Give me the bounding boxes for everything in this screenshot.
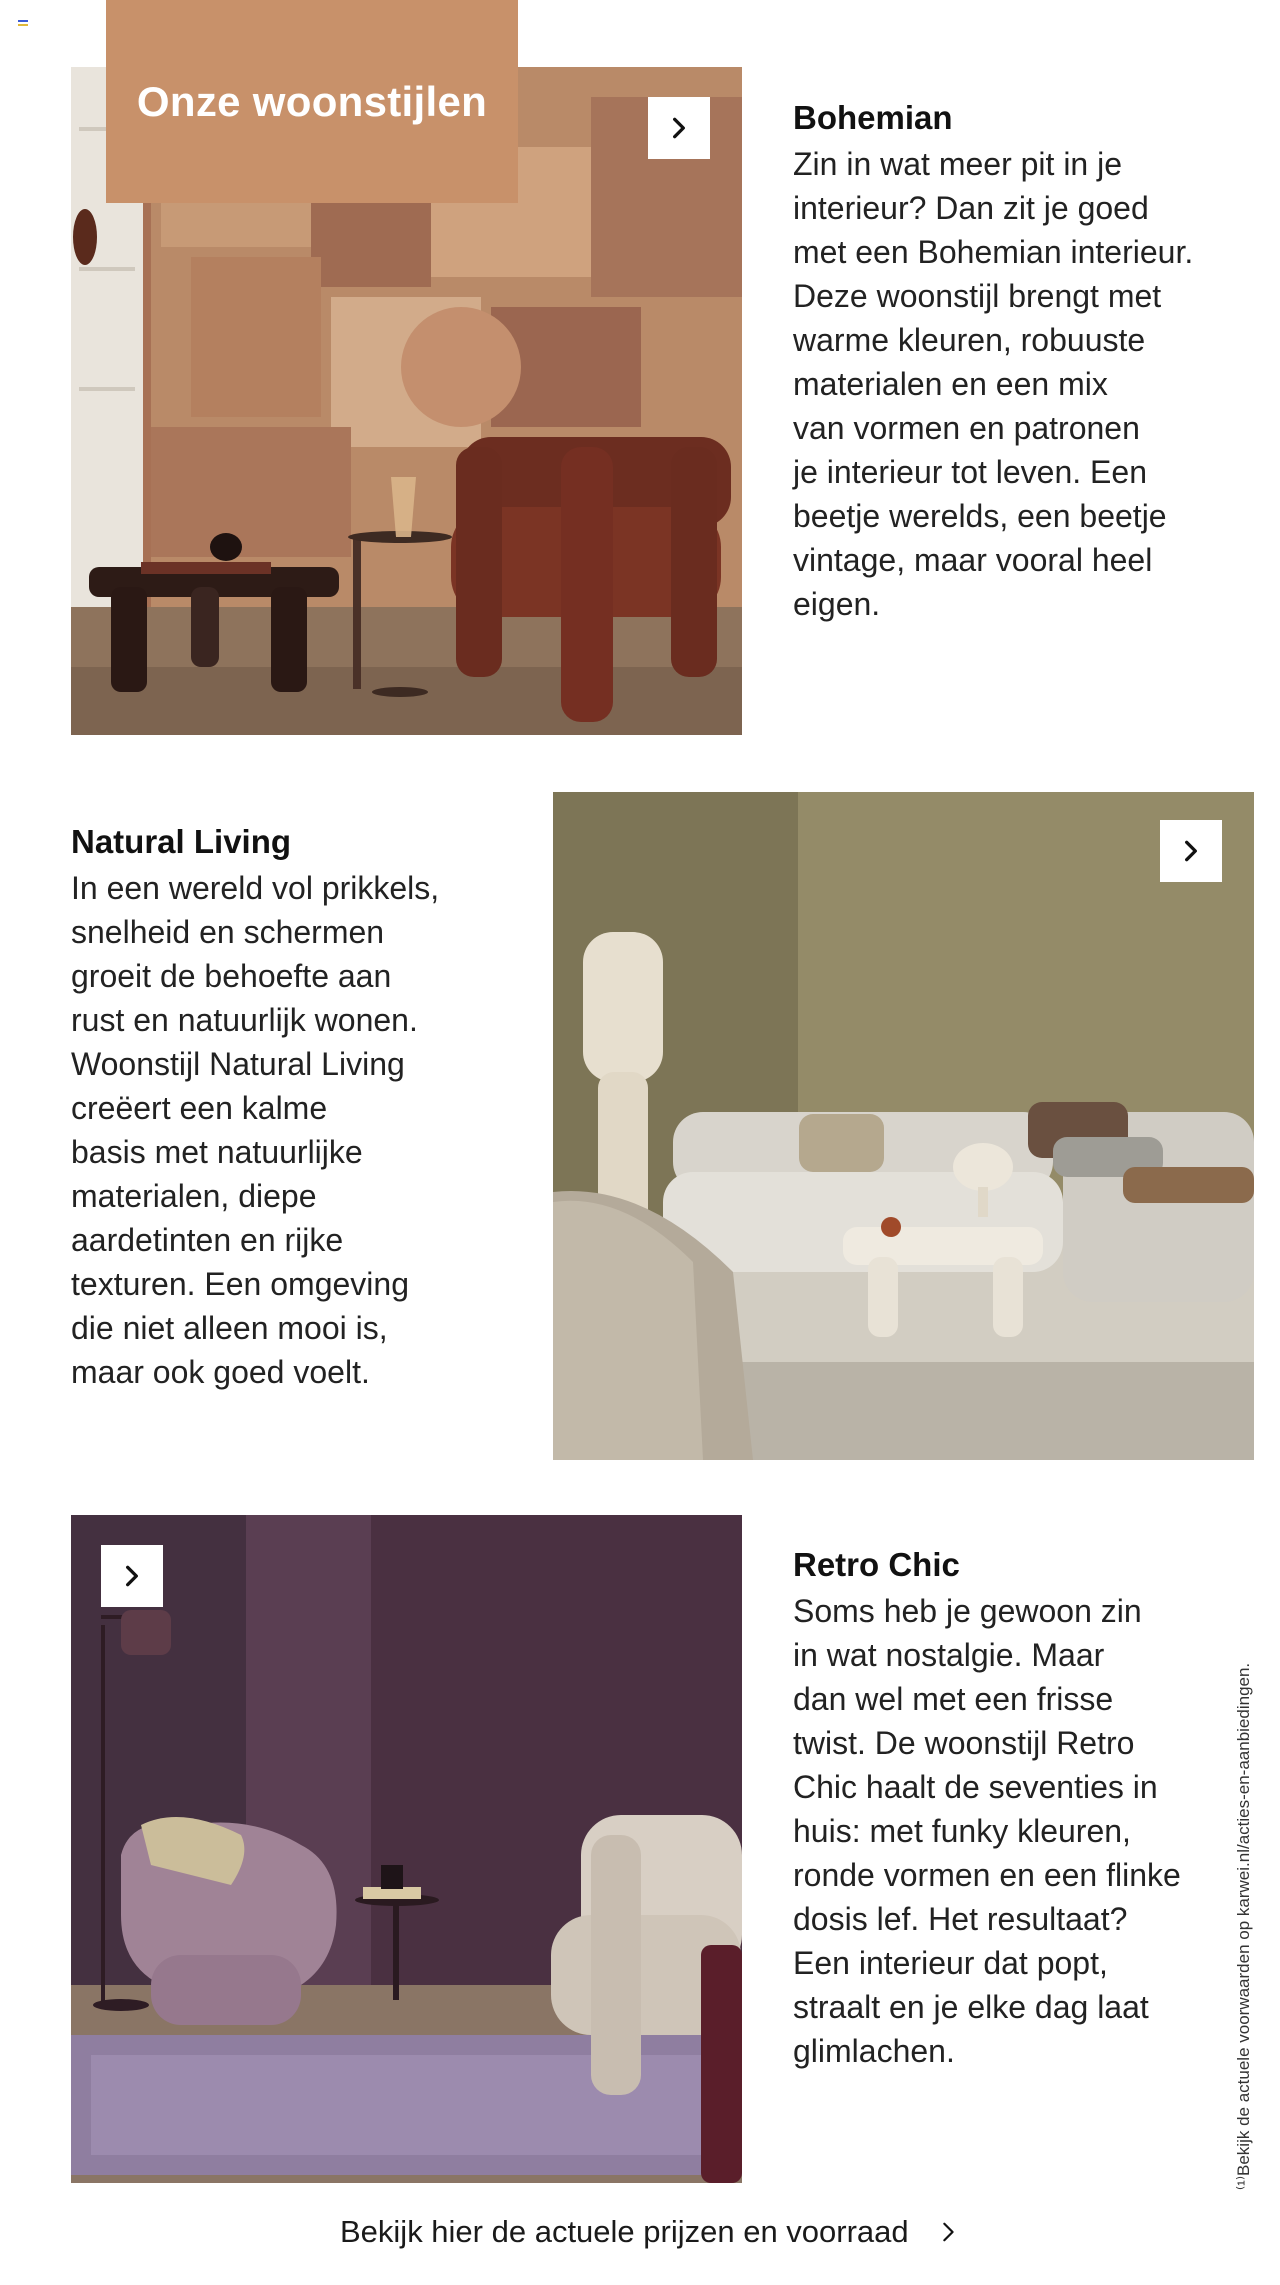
bohemian-description: Zin in wat meer pit in je interieur? Dan zit je goed met een Bohemian interieur. Deze woonstijl brengt met warme kleuren, robuuste materialen en een mix van vormen en patronen je interieur tot leven. Een beetje werelds, een beetje vintage, maar vooral heel eigen. xyxy=(793,146,1194,622)
bohemian-text xyxy=(793,96,1263,626)
retro-chic-description: Soms heb je gewoon zin in wat nostalgie. Maar dan wel met een frisse twist. De woonstijl Retro Chic haalt de seventies in huis: met funky kleuren, ronde vormen en een flinke dosis lef. Het resultaat? Een interieur dat popt, straalt en je elke dag laat glimlachen. xyxy=(793,1593,1181,2069)
chevron-right-icon xyxy=(119,1563,145,1589)
retro-chic-next-button[interactable] xyxy=(101,1545,163,1607)
terms-note-text: ⁽¹⁾Bekijk de actuele voorwaarden op karwei.nl/acties-en-aanbiedingen. xyxy=(1234,1662,1253,2190)
natural-living-title: Natural Living xyxy=(71,823,292,860)
natural-living-image xyxy=(553,792,1254,1460)
retro-chic-text xyxy=(793,1543,1263,2073)
natural-living-description: In een wereld vol prikkels, snelheid en schermen groeit de behoefte aan rust en natuurlijk wonen. Woonstijl Natural Living creëert een kalme basis met natuurlijke materialen, diepe aardetinten en rijke texturen. Een omgeving die niet alleen mooi is, maar ook goed voelt. xyxy=(71,870,440,1390)
chevron-right-icon xyxy=(666,115,692,141)
retro-chic-title: Retro Chic xyxy=(793,1546,960,1583)
chevron-right-icon xyxy=(937,2221,959,2243)
section-header xyxy=(106,0,518,203)
natural-living-next-button[interactable] xyxy=(1160,820,1222,882)
bohemian-next-button[interactable] xyxy=(648,97,710,159)
retro-chic-photo[interactable] xyxy=(71,1515,742,2183)
retro-chic-image xyxy=(71,1515,742,2183)
terms-note xyxy=(1236,1510,1256,2190)
bohemian-title: Bohemian xyxy=(793,99,953,136)
chevron-right-icon xyxy=(1178,838,1204,864)
prices-stock-link[interactable] xyxy=(340,2212,959,2252)
section-title: Onze woonstijlen xyxy=(136,77,488,125)
prices-stock-link-label: Bekijk hier de actuele prijzen en voorraad xyxy=(340,2214,909,2249)
menu-icon[interactable] xyxy=(18,20,28,30)
natural-living-photo[interactable] xyxy=(553,792,1254,1460)
natural-living-text xyxy=(71,820,541,1394)
